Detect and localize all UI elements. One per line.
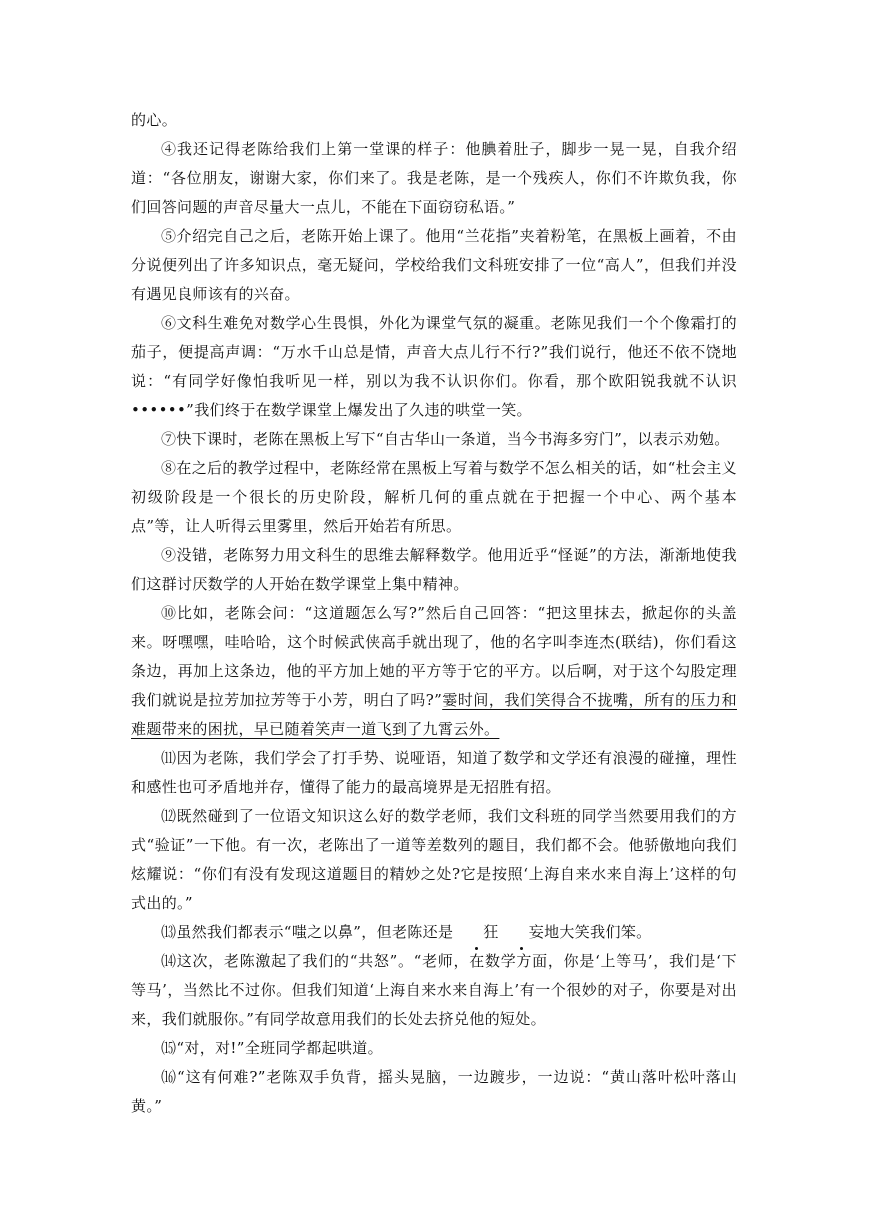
paragraph-p16 — [131, 1063, 737, 1121]
paragraph-text: ⑾因为老陈，我们学会了打手势、说哑语，知道了数学和文学还有浪漫的碰撞，理性和感性也可矛盾地并存，懂得了能力的最高境界是无招胜有招。 — [131, 749, 737, 796]
paragraph-p4 — [131, 135, 737, 222]
paragraph-text: ⑥文科生难免对数学心生畏惧，外化为课堂气氛的凝重。老陈见我们一个个像霜打的茄子，便提高声调：“万水千山总是情，声音大点儿行不行?”我们说行，他还不依不饶地说：“有同学好像怕我听见一样，别以为我不认识你们。你看，那个欧阳锐我就不认识 ••••••”我们终于在数学课堂上爆发出了久违的哄堂一笑。 — [131, 314, 737, 419]
paragraph-text: 地大笑我们笨。 — [544, 923, 652, 941]
paragraph-text: ④我还记得老陈给我们上第一堂课的样子：他腆着肚子，脚步一晃一晃，自我介绍道：“各位朋友，谢谢大家，你们来了。我是老陈，是一个残疾人，你们不许欺负我，你们回答问题的声音尽量大一点儿，不能在下面窃窃私语。” — [131, 140, 737, 216]
paragraph-p15 — [131, 1034, 737, 1063]
paragraph-p14 — [131, 947, 737, 1034]
paragraph-text: ⑦快下课时，老陈在黑板上写下“自古华山一条道，当今书海多穷门”，以表示劝勉。 — [161, 430, 730, 448]
paragraph-p6 — [131, 309, 737, 425]
paragraph-p11 — [131, 744, 737, 802]
paragraph-p7 — [131, 425, 737, 454]
emphasis-dotted-word — [453, 923, 544, 941]
paragraph-text: ⒁这次，老陈激起了我们的“共怒”。“老师，在数学方面，你是‘上等马’，我们是‘下等马’，当然比不过你。但我们知道‘上海自来水来自海上’有一个很妙的对子，你要是对出来，我们就服你。”有同学故意用我们的长处去挤兑他的短处。 — [131, 952, 737, 1028]
emphasis-char: 妄 — [499, 918, 544, 947]
paragraph-text: ⑨没错，老陈努力用文科生的思维去解释数学。他用近乎“怪诞”的方法，渐渐地使我们这群讨厌数学的人开始在数学课堂上集中精神。 — [131, 546, 737, 593]
paragraph-text: ⑧在之后的教学过程中，老陈经常在黑板上写着与数学不怎么相关的话，如“杜会主义初级阶段是一个很长的历史阶段，解析几何的重点就在于把握一个中心、两个基本点”等，让人听得云里雾里，然后开始若有所思。 — [131, 459, 737, 535]
paragraph-p-cont — [131, 106, 737, 135]
paragraph-p10 — [131, 599, 737, 744]
paragraph-p13 — [131, 918, 737, 947]
paragraph-text: ⑤介绍完自己之后，老陈开始上课了。他用“兰花指”夹着粉笔，在黑板上画着，不由分说便列出了许多知识点，毫无疑问，学校给我们文科班安排了一位“高人”，但我们并没有遇见良师该有的兴奋。 — [131, 227, 737, 303]
paragraph-p8 — [131, 454, 737, 541]
paragraph-text: 的心。 — [131, 111, 178, 129]
paragraph-text: ⑿既然碰到了一位语文知识这么好的数学老师，我们文科班的同学当然要用我们的方式“验证”一下他。有一次，老陈出了一道等差数列的题目，我们都不会。他骄傲地向我们炫耀说：“你们有没有发现这道题目的精妙之处?它是按照‘上海自来水来自海上’这样的句式出的。” — [131, 807, 737, 912]
paragraph-p5 — [131, 222, 737, 309]
paragraph-text: ⒃“这有何难?”老陈双手负背，摇头晃脑，一边踱步，一边说：“黄山落叶松叶落山黄。” — [131, 1068, 737, 1115]
paragraph-text: ⒂“对，对!”全班同学都起哄道。 — [161, 1039, 383, 1057]
underlined-sentence: 霎时间，我们笑得合不拢嘴，所有的压力和难题带来的困扰，早已随着笑声一道飞到了九霄云外。 — [131, 691, 737, 738]
paragraph-text: ⒀虽然我们都表示“嗤之以鼻”，但老陈还是 — [161, 923, 454, 941]
paragraph-text: ⑩比如，老陈会问：“这道题怎么写?”然后自己回答：“把这里抹去，掀起你的头盖来。呀嘿嘿，哇哈哈，这个时候武侠高手就出现了，他的名字叫李连杰(联结)，你们看这条边，再加上这条边，他的平方加上她的平方等于它的平方。以后啊，对于这个勾股定理我们就说是拉芳加拉芳等于小芳，明白了吗?” — [131, 604, 737, 709]
emphasis-char: 狂 — [453, 918, 498, 947]
article-body — [131, 106, 737, 1121]
paragraph-p12 — [131, 802, 737, 918]
paragraph-p9 — [131, 541, 737, 599]
